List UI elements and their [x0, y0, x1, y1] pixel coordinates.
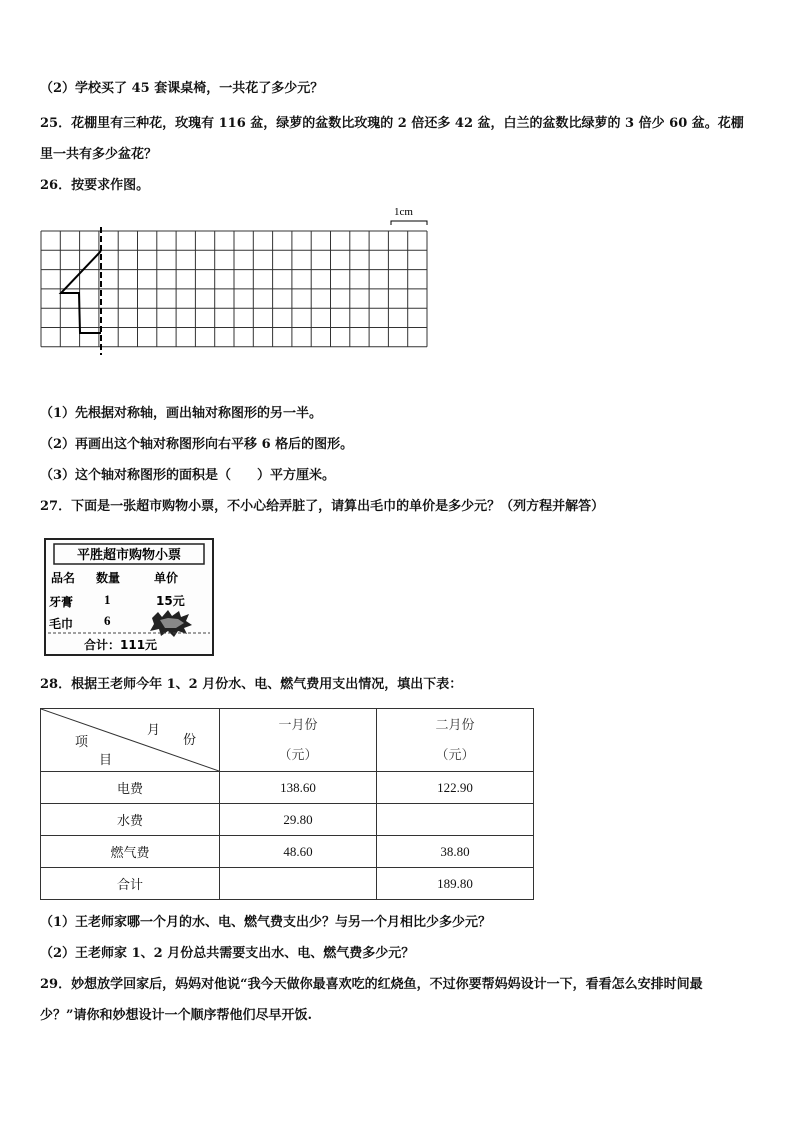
- q25-line1: 25．花棚里有三种花，玫瑰有 116 盆，绿萝的盆数比玫瑰的 2 倍还多 42 盆，白兰的盆数比绿萝的 3 倍少 60 盆。花棚: [40, 116, 744, 131]
- q26-part1: （1）先根据对称轴，画出轴对称图形的另一半。: [40, 406, 323, 421]
- drawing-grid: [40, 205, 440, 365]
- fee-table: [40, 708, 534, 900]
- q28-part1: （1）王老师家哪一个月的水、电、燃气费支出少？与另一个月相比少多少元？: [40, 915, 492, 930]
- row-jan-value: [220, 868, 377, 900]
- q26-part2: （2）再画出这个轴对称图形向右平移 6 格后的图形。: [40, 437, 354, 452]
- row-feb-value: 38.80: [377, 836, 534, 868]
- row-feb-value: [377, 804, 534, 836]
- header-january: [220, 709, 377, 772]
- table-row: [41, 772, 534, 804]
- header-mu: 目: [99, 752, 113, 767]
- table-row: [41, 836, 534, 868]
- q28-title: 28．根据王老师今年 1、2 月份水、电、燃气费用支出情况，填出下表：: [40, 677, 463, 692]
- header-february-unit: （元）: [435, 747, 475, 762]
- q29-line1: 29．妙想放学回家后，妈妈对他说“我今天做你最喜欢吃的红烧鱼，不过你要帮妈妈设计一下，看看怎么安排时间最: [40, 977, 703, 992]
- receipt-item1-price: 15元: [156, 594, 185, 608]
- receipt-svg: [44, 538, 214, 656]
- grid-svg: [40, 205, 440, 365]
- header-january-label: 一月份: [278, 717, 318, 732]
- header-xiang: 项: [75, 734, 89, 749]
- q27-title: 27．下面是一张超市购物小票，不小心给弄脏了，请算出毛巾的单价是多少元？（列方程并解答）: [40, 499, 605, 514]
- table-row: [41, 868, 534, 900]
- row-label: 水费: [41, 804, 220, 836]
- q26-title: 26．按要求作图。: [40, 178, 150, 193]
- header-february: [377, 709, 534, 772]
- receipt-col-name: 品名: [51, 571, 76, 585]
- receipt-item2-name: 毛巾: [49, 617, 74, 631]
- q24-part2: （2）学校买了 45 套课桌椅，一共花了多少元？: [40, 81, 324, 96]
- scale-label: 1cm: [394, 206, 413, 218]
- row-label: 合计: [41, 868, 220, 900]
- header-february-label: 二月份: [435, 717, 475, 732]
- diagonal-header-cell: [41, 709, 220, 772]
- q29-line2: 少？”请你和妙想设计一个顺序帮他们尽早开饭.: [40, 1008, 313, 1023]
- row-feb-value: 189.80: [377, 868, 534, 900]
- receipt-total: 合计：111元: [84, 638, 158, 652]
- row-jan-value: 138.60: [220, 772, 377, 804]
- table-row: [41, 804, 534, 836]
- row-feb-value: 122.90: [377, 772, 534, 804]
- header-january-unit: （元）: [278, 747, 318, 762]
- q26-part3: （3）这个轴对称图形的面积是（ ）平方厘米。: [40, 468, 336, 483]
- half-shape: [61, 251, 101, 333]
- header-month: 月: [147, 722, 161, 737]
- row-jan-value: 29.80: [220, 804, 377, 836]
- receipt-col-price: 单价: [154, 571, 179, 585]
- scale-bracket: [391, 221, 427, 225]
- q25-line2: 里一共有多少盆花？: [40, 147, 158, 162]
- receipt-item2-qty: 6: [104, 613, 111, 628]
- receipt-col-qty: 数量: [96, 571, 121, 585]
- row-label: 燃气费: [41, 836, 220, 868]
- row-jan-value: 48.60: [220, 836, 377, 868]
- q28-part2: （2）王老师家 1、2 月份总共需要支出水、电、燃气费多少元？: [40, 946, 415, 961]
- receipt-item1-qty: 1: [104, 592, 111, 607]
- receipt-store-name: 平胜超市购物小票: [76, 548, 182, 563]
- header-fen: 份: [183, 732, 197, 747]
- receipt-item1-name: 牙膏: [49, 595, 74, 609]
- shopping-receipt: [44, 538, 214, 656]
- row-label: 电费: [41, 772, 220, 804]
